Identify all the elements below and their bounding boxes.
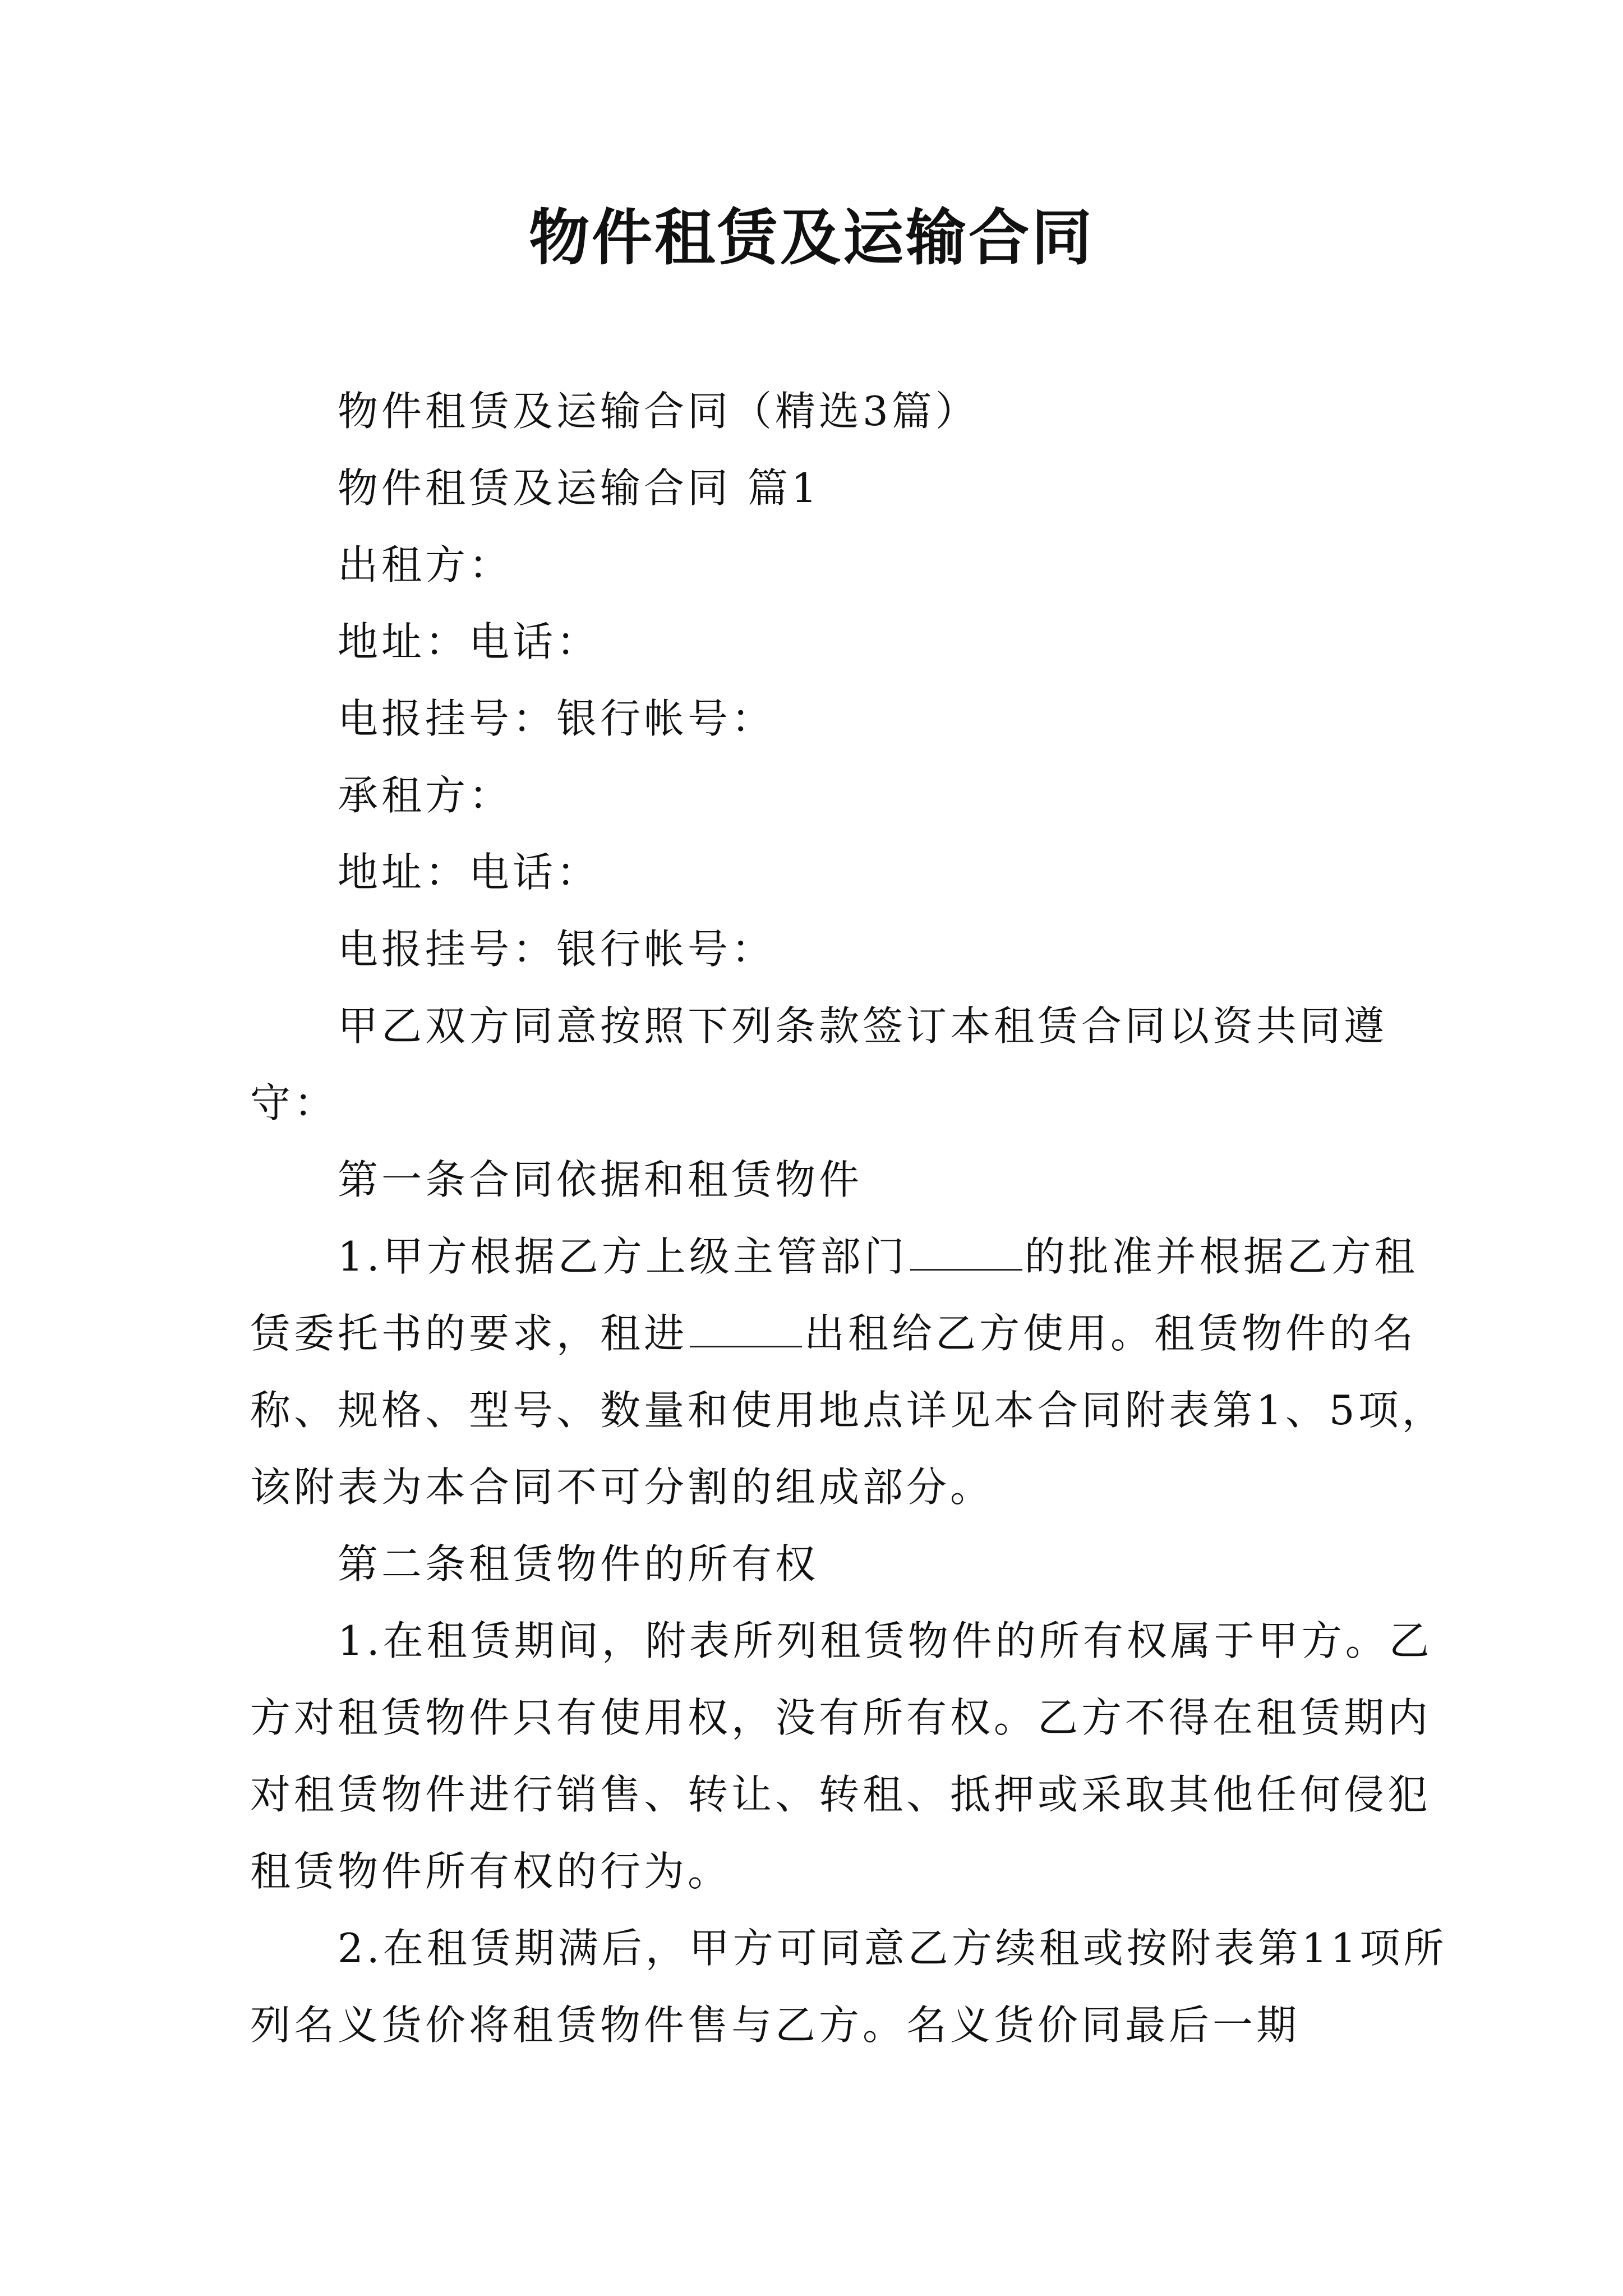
document-title: 物件租赁及运输合同 bbox=[528, 203, 1094, 273]
paragraph-section-heading: 物件租赁及运输合同 篇1 bbox=[338, 464, 820, 512]
paragraph-lessee: 承租方： bbox=[338, 772, 513, 819]
paragraph-subtitle: 物件租赁及运输合同（精选3篇） bbox=[338, 388, 979, 435]
paragraph-article-2-clause-2: 2.在租赁期满后，甲方可同意乙方续租或按附表第11项所列名义货价将租赁物件售与乙方。名义货价同最后一期 bbox=[250, 1925, 1447, 2049]
fill-blank bbox=[690, 1306, 802, 1347]
paragraph-lessor-bank: 电报挂号：银行帐号： bbox=[338, 695, 776, 742]
document-body bbox=[250, 373, 1450, 2064]
paragraph-lessor: 出租方： bbox=[338, 541, 513, 588]
paragraph-article-1-clause-1 bbox=[250, 1218, 1450, 1526]
clause-text: 的批准并根据乙方租赁委托书的要求，租进 bbox=[250, 1233, 1418, 1357]
clause-text: 1.甲方根据乙方上级主管部门 bbox=[338, 1233, 908, 1280]
paragraph-lessor-address: 地址：电话： bbox=[338, 618, 601, 665]
paragraph-article-2-clause-1: 1.在租赁期间，附表所列租赁物件的所有权属于甲方。乙方对租赁物件只有使用权，没有所有权。乙方不得在租赁期内对租赁物件进行销售、转让、转租、抵押或采取其他任何侵犯租赁物件所有权的行为。 bbox=[250, 1617, 1433, 1895]
paragraph-lessee-address: 地址：电话： bbox=[338, 849, 601, 896]
paragraph-agreement: 甲乙双方同意按照下列条款签订本租赁合同以资共同遵守： bbox=[250, 1002, 1388, 1126]
clause-text: 出租给乙方使用。租赁物件的名称、规格、型号、数量和使用地点详见本合同附表第1、5项，该附表为本合同不可分割的组成部分。 bbox=[250, 1310, 1446, 1511]
paragraph-article-2-heading: 第二条租赁物件的所有权 bbox=[338, 1540, 819, 1588]
paragraph-lessee-bank: 电报挂号：银行帐号： bbox=[338, 926, 776, 973]
paragraph-article-1-heading: 第一条合同依据和租赁物件 bbox=[338, 1156, 863, 1203]
fill-blank bbox=[910, 1230, 1022, 1271]
